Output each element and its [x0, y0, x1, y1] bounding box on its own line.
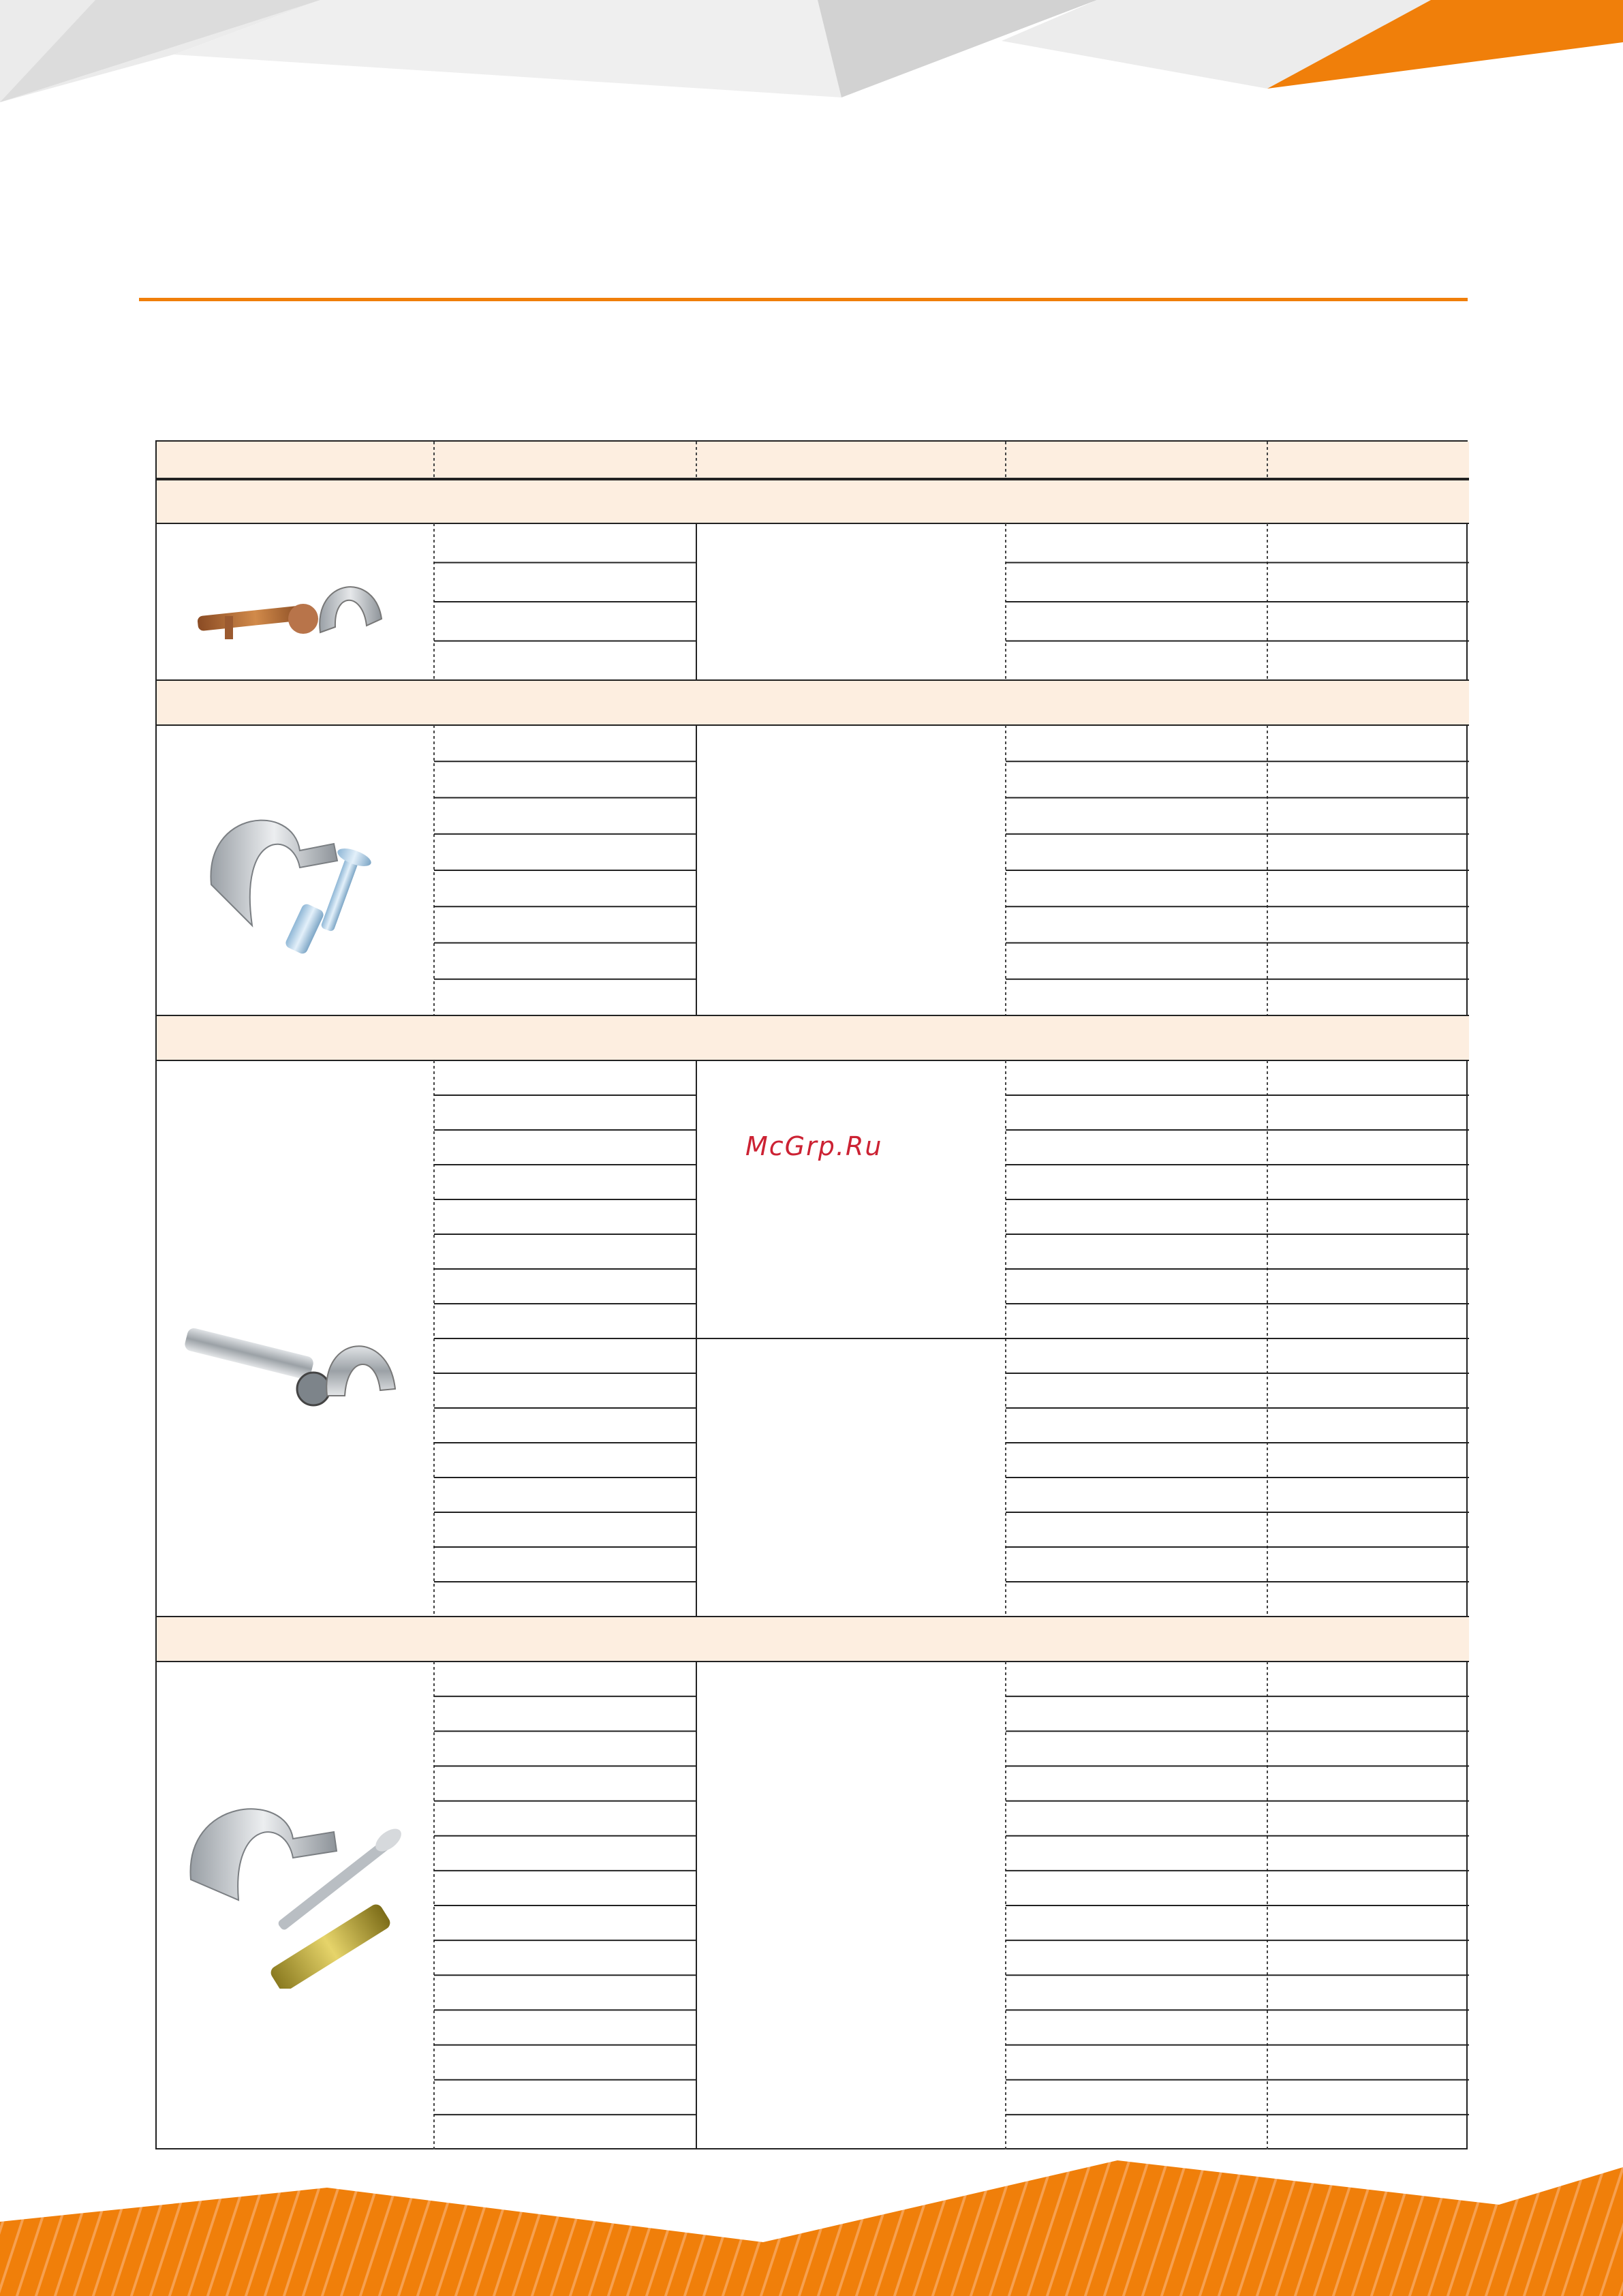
watermark-text: McGrp.Ru [745, 1131, 883, 1161]
header-background [0, 0, 1623, 109]
saddle-clamp-with-screw-and-nut-image [198, 796, 416, 966]
saddle-clamp-with-screw-and-plug-image [184, 1777, 416, 1989]
table-header-row [157, 442, 1469, 478]
footer-orange-shape [0, 2160, 1623, 2296]
product-table [155, 440, 1468, 2149]
section-band-4 [157, 1617, 1469, 1662]
footer-background [0, 2147, 1623, 2296]
expansion-bolt-with-saddle-clamp-image [177, 1314, 416, 1423]
section-band-1 [157, 480, 1469, 523]
anchor-wedge-with-saddle-clamp-image [184, 551, 416, 667]
orange-divider [139, 298, 1468, 301]
section-band-3 [157, 1015, 1469, 1060]
section-band-2 [157, 680, 1469, 725]
